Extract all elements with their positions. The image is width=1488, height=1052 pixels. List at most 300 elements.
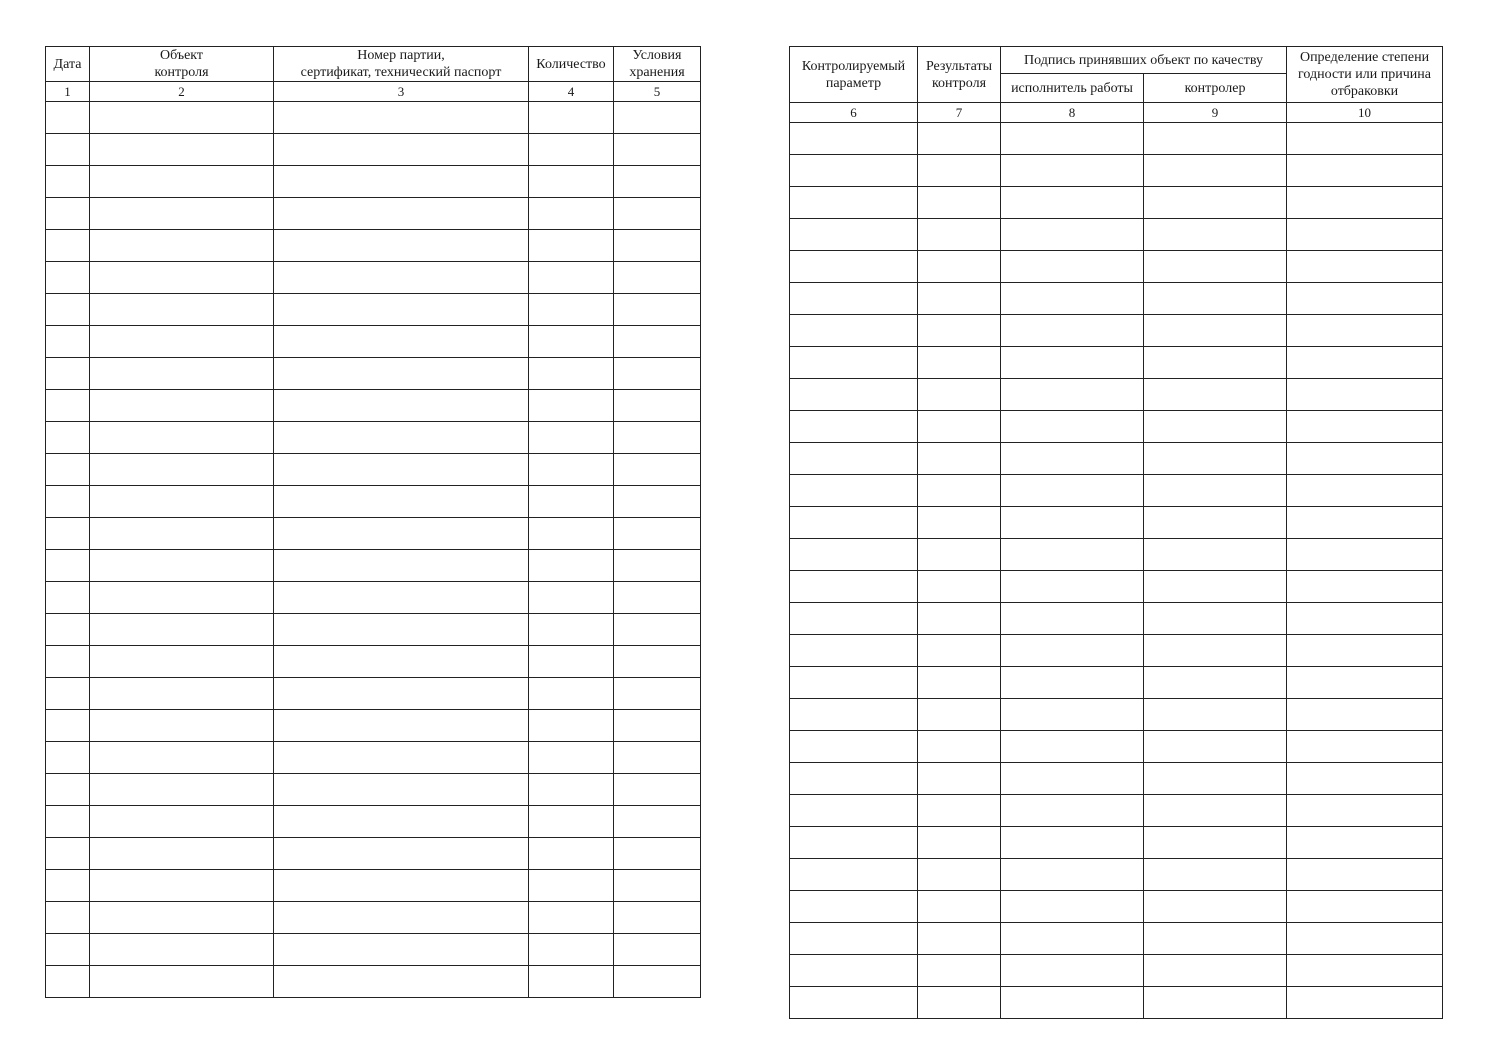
left-table-row <box>46 710 701 742</box>
left-table-cell <box>46 230 90 262</box>
left-table-cell <box>529 614 614 646</box>
left-table-cell <box>90 710 274 742</box>
right-table-cell <box>1001 443 1144 475</box>
column-number-9: 9 <box>1144 103 1287 123</box>
left-table-cell <box>46 486 90 518</box>
column-number-4: 4 <box>529 82 614 102</box>
header-control-object: Объект контроля <box>90 47 274 82</box>
right-table-cell <box>1287 667 1443 699</box>
right-table-cell <box>1287 507 1443 539</box>
right-table-cell <box>1144 731 1287 763</box>
right-table-cell <box>1287 859 1443 891</box>
right-table-cell <box>1287 219 1443 251</box>
left-table-cell <box>274 230 529 262</box>
right-table-cell <box>1144 219 1287 251</box>
left-table-cell <box>46 902 90 934</box>
left-table-cell <box>274 166 529 198</box>
column-number-3: 3 <box>274 82 529 102</box>
right-table-cell <box>1287 443 1443 475</box>
left-table-cell <box>614 710 701 742</box>
left-table-cell <box>274 198 529 230</box>
right-table-cell <box>1001 731 1144 763</box>
right-table-cell <box>918 667 1001 699</box>
right-table-cell <box>1001 379 1144 411</box>
left-table-row <box>46 198 701 230</box>
right-table-cell <box>1001 251 1144 283</box>
right-table-cell <box>1287 923 1443 955</box>
right-table-row <box>790 667 1443 699</box>
right-table-cell <box>1287 123 1443 155</box>
left-table-cell <box>90 102 274 134</box>
left-table-cell <box>90 326 274 358</box>
left-table-cell <box>614 134 701 166</box>
left-table-cell <box>614 902 701 934</box>
left-table-cell <box>46 262 90 294</box>
left-table-cell <box>614 422 701 454</box>
left-table-row <box>46 390 701 422</box>
left-table-row <box>46 454 701 486</box>
right-table-cell <box>918 187 1001 219</box>
right-table-cell <box>918 987 1001 1019</box>
right-table-row <box>790 123 1443 155</box>
right-table-cell <box>918 827 1001 859</box>
left-table-cell <box>274 422 529 454</box>
left-table-cell <box>46 614 90 646</box>
right-table-cell <box>790 763 918 795</box>
left-table-cell <box>614 646 701 678</box>
left-table-cell <box>90 614 274 646</box>
right-table-cell <box>1287 635 1443 667</box>
right-table-cell <box>1287 539 1443 571</box>
left-table-cell <box>529 710 614 742</box>
right-table-body <box>790 123 1443 1019</box>
right-table-cell <box>1001 187 1144 219</box>
right-table-cell <box>1001 219 1144 251</box>
left-table-cell <box>529 422 614 454</box>
left-table-cell <box>529 870 614 902</box>
left-table-cell <box>46 390 90 422</box>
left-table-cell <box>274 518 529 550</box>
left-table-cell <box>529 518 614 550</box>
left-table-cell <box>46 326 90 358</box>
right-table-cell <box>790 443 918 475</box>
left-table-cell <box>274 774 529 806</box>
right-table-row <box>790 795 1443 827</box>
left-table-cell <box>90 774 274 806</box>
left-table-row <box>46 582 701 614</box>
header-control-results: Результаты контроля <box>918 47 1001 103</box>
column-number-7: 7 <box>918 103 1001 123</box>
right-table-cell <box>790 571 918 603</box>
left-table-cell <box>46 806 90 838</box>
left-table-cell <box>90 134 274 166</box>
left-table-cell <box>529 390 614 422</box>
right-table-cell <box>1144 827 1287 859</box>
left-table-cell <box>529 934 614 966</box>
right-table-row <box>790 731 1443 763</box>
right-table-cell <box>1287 347 1443 379</box>
right-table-cell <box>1287 731 1443 763</box>
left-table-row <box>46 902 701 934</box>
right-table-cell <box>1287 891 1443 923</box>
right-table-cell <box>1001 955 1144 987</box>
right-table-cell <box>918 603 1001 635</box>
right-table-cell <box>790 379 918 411</box>
left-table-row <box>46 358 701 390</box>
left-table-cell <box>614 966 701 998</box>
right-table-cell <box>1144 507 1287 539</box>
right-table-cell <box>1144 187 1287 219</box>
left-table-cell <box>90 262 274 294</box>
right-table-cell <box>1144 283 1287 315</box>
right-table-row <box>790 187 1443 219</box>
left-table-body <box>46 102 701 998</box>
left-table-cell <box>46 678 90 710</box>
right-table-row <box>790 603 1443 635</box>
right-table-row <box>790 411 1443 443</box>
right-table-cell <box>1001 987 1144 1019</box>
right-table-cell <box>790 187 918 219</box>
right-table-cell <box>1001 411 1144 443</box>
right-table-cell <box>790 251 918 283</box>
left-table-row <box>46 934 701 966</box>
left-table-cell <box>614 550 701 582</box>
right-table-cell <box>1287 827 1443 859</box>
left-table-cell <box>529 166 614 198</box>
left-table-cell <box>90 582 274 614</box>
right-table-cell <box>918 571 1001 603</box>
left-table-cell <box>274 454 529 486</box>
left-table-cell <box>614 262 701 294</box>
right-table-cell <box>1144 603 1287 635</box>
left-table-cell <box>614 230 701 262</box>
left-table-row <box>46 870 701 902</box>
left-table-row <box>46 422 701 454</box>
left-table-cell <box>614 774 701 806</box>
left-table-cell <box>529 678 614 710</box>
left-table-row <box>46 646 701 678</box>
right-table-cell <box>790 219 918 251</box>
left-table-cell <box>529 806 614 838</box>
left-table-row <box>46 742 701 774</box>
right-table-cell <box>1287 795 1443 827</box>
right-table-cell <box>1287 955 1443 987</box>
right-table-row <box>790 571 1443 603</box>
column-number-8: 8 <box>1001 103 1144 123</box>
right-table-cell <box>1144 475 1287 507</box>
left-table-cell <box>90 230 274 262</box>
left-table-cell <box>274 390 529 422</box>
left-table-cell <box>614 934 701 966</box>
right-table-cell <box>918 475 1001 507</box>
left-table-cell <box>614 678 701 710</box>
right-table-cell <box>1144 539 1287 571</box>
right-table-row <box>790 283 1443 315</box>
right-table-cell <box>918 539 1001 571</box>
left-table-row <box>46 294 701 326</box>
right-table-cell <box>790 475 918 507</box>
header-work-executor: исполнитель работы <box>1001 74 1144 103</box>
left-table-row <box>46 614 701 646</box>
right-table-cell <box>1144 987 1287 1019</box>
left-table-cell <box>46 422 90 454</box>
right-table-cell <box>790 859 918 891</box>
right-table-row <box>790 347 1443 379</box>
right-table-row <box>790 699 1443 731</box>
right-table-cell <box>790 347 918 379</box>
left-table-cell <box>529 838 614 870</box>
right-table-cell <box>1287 763 1443 795</box>
header-quantity: Количество <box>529 47 614 82</box>
right-table-cell <box>790 987 918 1019</box>
left-table-cell <box>46 774 90 806</box>
left-table-row <box>46 774 701 806</box>
left-table-row <box>46 166 701 198</box>
right-table-cell <box>918 635 1001 667</box>
right-table-cell <box>1001 859 1144 891</box>
left-table-cell <box>274 742 529 774</box>
right-table-cell <box>1144 667 1287 699</box>
right-table-cell <box>918 955 1001 987</box>
left-table-cell <box>90 198 274 230</box>
right-table-cell <box>790 539 918 571</box>
left-table-cell <box>614 742 701 774</box>
right-table-cell <box>918 795 1001 827</box>
left-table-cell <box>274 134 529 166</box>
header-controller: контролер <box>1144 74 1287 103</box>
left-table-cell <box>90 742 274 774</box>
right-table-cell <box>918 731 1001 763</box>
left-table-cell <box>529 486 614 518</box>
column-number-1: 1 <box>46 82 90 102</box>
right-table-cell <box>1001 283 1144 315</box>
left-table-cell <box>46 166 90 198</box>
header-batch-number: Номер партии, сертификат, технический паспорт <box>274 47 529 82</box>
right-table-cell <box>1001 571 1144 603</box>
right-table-cell <box>918 699 1001 731</box>
left-table-cell <box>614 390 701 422</box>
right-table-cell <box>918 251 1001 283</box>
right-table-row <box>790 955 1443 987</box>
quality-log-right-table <box>789 46 1443 1019</box>
right-table-cell <box>1287 155 1443 187</box>
right-table-row <box>790 987 1443 1019</box>
left-table-cell <box>90 454 274 486</box>
left-table-cell <box>614 518 701 550</box>
left-table-cell <box>274 870 529 902</box>
right-table-cell <box>1001 123 1144 155</box>
right-table-row <box>790 635 1443 667</box>
header-suitability: Определение степени годности или причина отбраковки <box>1287 47 1443 103</box>
left-table-cell <box>46 582 90 614</box>
left-table-cell <box>529 262 614 294</box>
left-table-cell <box>529 742 614 774</box>
left-table-cell <box>529 358 614 390</box>
right-table-cell <box>918 891 1001 923</box>
left-table-cell <box>46 966 90 998</box>
left-table-cell <box>90 486 274 518</box>
left-table-row <box>46 262 701 294</box>
left-table-cell <box>90 166 274 198</box>
left-table-cell <box>614 806 701 838</box>
left-table-cell <box>46 454 90 486</box>
left-table-cell <box>614 294 701 326</box>
right-table-cell <box>1144 699 1287 731</box>
right-table-cell <box>1001 827 1144 859</box>
header-date: Дата <box>46 47 90 82</box>
right-table-cell <box>1144 571 1287 603</box>
left-table-cell <box>46 134 90 166</box>
right-table-cell <box>1001 347 1144 379</box>
left-table-cell <box>46 358 90 390</box>
left-table-cell <box>90 294 274 326</box>
right-table-cell <box>1001 475 1144 507</box>
column-number-5: 5 <box>614 82 701 102</box>
left-table-cell <box>46 518 90 550</box>
right-table-cell <box>918 859 1001 891</box>
left-table-cell <box>274 614 529 646</box>
right-table-cell <box>790 315 918 347</box>
left-table-cell <box>46 198 90 230</box>
right-table-cell <box>1287 987 1443 1019</box>
right-table-cell <box>1001 507 1144 539</box>
left-table-row <box>46 102 701 134</box>
left-table-cell <box>274 262 529 294</box>
right-table-cell <box>1001 635 1144 667</box>
left-table-cell <box>529 454 614 486</box>
right-table-cell <box>1001 155 1144 187</box>
right-table-cell <box>1144 443 1287 475</box>
left-table-cell <box>274 806 529 838</box>
right-table-cell <box>1144 411 1287 443</box>
left-table-cell <box>529 198 614 230</box>
right-table-cell <box>1144 955 1287 987</box>
column-number-10: 10 <box>1287 103 1443 123</box>
left-table-cell <box>529 582 614 614</box>
left-table-cell <box>614 454 701 486</box>
right-table-cell <box>918 379 1001 411</box>
right-table-cell <box>1001 891 1144 923</box>
left-table-cell <box>90 934 274 966</box>
left-table-cell <box>46 934 90 966</box>
left-table-row <box>46 678 701 710</box>
left-table-cell <box>274 710 529 742</box>
right-table-row <box>790 507 1443 539</box>
right-table-row <box>790 763 1443 795</box>
left-table-cell <box>274 966 529 998</box>
left-table-cell <box>46 838 90 870</box>
left-table-row <box>46 326 701 358</box>
right-table-cell <box>918 507 1001 539</box>
left-table-cell <box>274 646 529 678</box>
right-table-cell <box>1287 603 1443 635</box>
left-table-cell <box>529 134 614 166</box>
right-table-cell <box>790 283 918 315</box>
right-table-cell <box>1001 763 1144 795</box>
right-table-cell <box>790 955 918 987</box>
left-table-cell <box>614 326 701 358</box>
left-table-cell <box>274 934 529 966</box>
left-table-cell <box>274 294 529 326</box>
left-table-cell <box>529 966 614 998</box>
left-table-cell <box>529 102 614 134</box>
left-table-cell <box>274 326 529 358</box>
left-table-cell <box>274 582 529 614</box>
right-table-cell <box>918 443 1001 475</box>
left-table-cell <box>90 838 274 870</box>
right-table-row <box>790 251 1443 283</box>
right-table-cell <box>790 155 918 187</box>
left-table-row <box>46 486 701 518</box>
left-table-cell <box>90 422 274 454</box>
left-table-cell <box>46 742 90 774</box>
right-table-cell <box>1287 283 1443 315</box>
left-table-row <box>46 806 701 838</box>
right-table-cell <box>790 123 918 155</box>
right-table-cell <box>918 123 1001 155</box>
left-table-cell <box>614 198 701 230</box>
left-table-cell <box>46 710 90 742</box>
right-table-row <box>790 539 1443 571</box>
right-table-cell <box>1001 795 1144 827</box>
left-table-cell <box>274 486 529 518</box>
right-table-cell <box>1144 635 1287 667</box>
right-table-cell <box>1287 475 1443 507</box>
left-table-cell <box>614 838 701 870</box>
left-table-cell <box>614 486 701 518</box>
left-table-cell <box>90 870 274 902</box>
left-table-cell <box>46 646 90 678</box>
right-table-row <box>790 859 1443 891</box>
right-table-cell <box>1144 891 1287 923</box>
right-table-cell <box>1144 859 1287 891</box>
right-table-cell <box>1001 315 1144 347</box>
left-table-cell <box>90 358 274 390</box>
right-table-cell <box>1001 667 1144 699</box>
right-table-cell <box>918 411 1001 443</box>
right-table-cell <box>790 731 918 763</box>
right-table-row <box>790 891 1443 923</box>
right-table-row <box>790 475 1443 507</box>
left-table-cell <box>614 582 701 614</box>
left-table-row <box>46 230 701 262</box>
right-table-cell <box>918 155 1001 187</box>
right-table-row <box>790 219 1443 251</box>
right-table-cell <box>790 635 918 667</box>
right-table-cell <box>1287 379 1443 411</box>
left-table-cell <box>614 614 701 646</box>
right-table-cell <box>918 763 1001 795</box>
left-table-cell <box>274 838 529 870</box>
header-controlled-parameter: Контролируемый параметр <box>790 47 918 103</box>
right-table-cell <box>1287 699 1443 731</box>
left-table-cell <box>46 870 90 902</box>
right-table-cell <box>1144 251 1287 283</box>
left-table-cell <box>274 902 529 934</box>
right-table-row <box>790 443 1443 475</box>
left-table-cell <box>529 230 614 262</box>
left-table-cell <box>46 294 90 326</box>
left-table-row <box>46 966 701 998</box>
left-table-row <box>46 134 701 166</box>
right-table-cell <box>1001 539 1144 571</box>
left-table-cell <box>90 678 274 710</box>
left-table-cell <box>90 966 274 998</box>
left-table-cell <box>274 358 529 390</box>
left-table-row <box>46 550 701 582</box>
right-table-cell <box>918 315 1001 347</box>
right-table-cell <box>1144 379 1287 411</box>
